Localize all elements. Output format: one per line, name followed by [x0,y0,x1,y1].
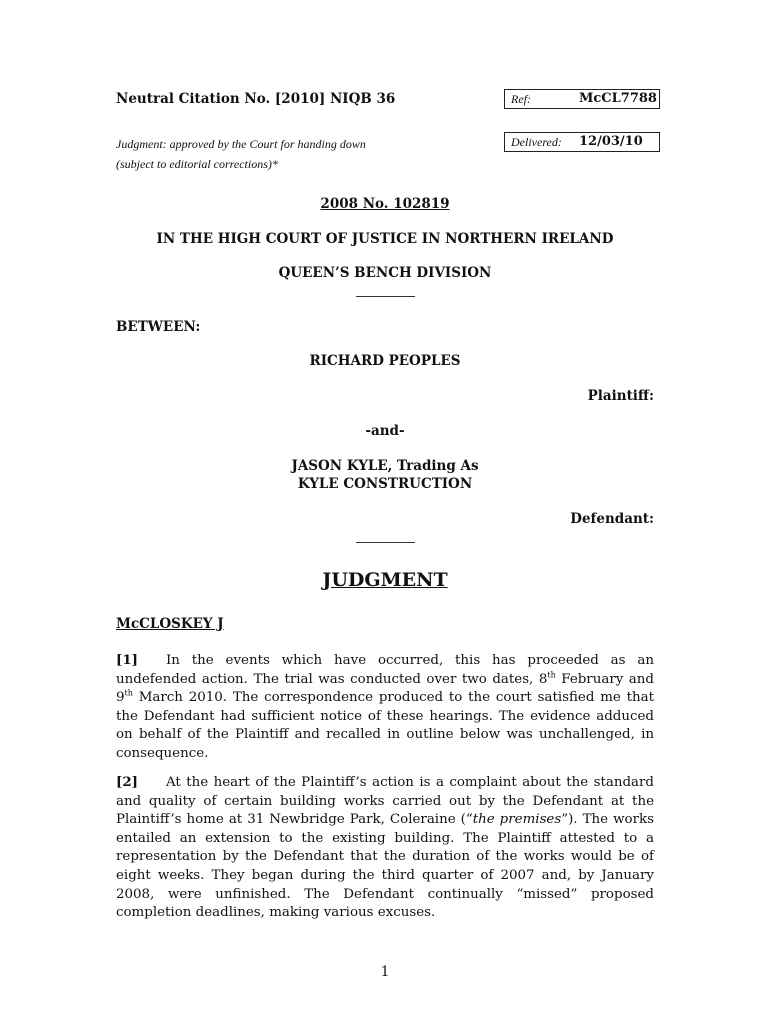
defendant-role: Defendant: [570,511,654,527]
page-number: 1 [380,964,390,980]
ordinal-suffix: th [547,670,556,680]
plaintiff-role: Plaintiff: [587,388,654,404]
plaintiff-name: RICHARD PEOPLES [309,353,461,369]
ordinal-suffix: th [124,688,133,698]
paragraph-text: In the events which have occurred, this has proceeded as an undefended action. The trial was conducted over two dates, 8 [116,653,654,687]
case-number: 2008 No. 102819 [320,196,450,212]
approval-note-line2: (subject to editorial corrections)* [116,157,278,171]
paragraph-number: [1] [116,652,138,668]
ref-value: McCL7788 [579,91,657,106]
paragraph-text: February and 9 [116,671,654,706]
approval-note-line1: Judgment: approved by the Court for handing down [116,137,366,151]
ref-box [504,89,660,109]
ref-label: Ref: [511,92,531,106]
court-name: IN THE HIGH COURT OF JUSTICE IN NORTHERN IRELAND [156,231,614,247]
paragraph-1 [116,651,654,764]
paragraph-text: March 2010. The correspondence produced to the court satisfied me that the Defendant had sufficient notice of these hearings. The evidence adduced on behalf of the Plaintiff and recalled in outline below was unchallenged, in consequence. [116,690,654,761]
division-name: QUEEN’S BENCH DIVISION [278,265,492,281]
separator-line [356,296,415,297]
judgment-title: JUDGMENT [322,569,448,591]
delivered-value: 12/03/10 [579,134,643,149]
delivered-box [504,132,660,152]
separator-line [356,542,415,543]
defendant-name-line2: KYLE CONSTRUCTION [297,476,473,492]
paragraph-2 [116,773,654,923]
neutral-citation: Neutral Citation No. [2010] NIQB 36 [116,91,396,107]
and-separator: -and- [365,423,405,439]
paragraph-text: At the heart of the Plaintiff’s action is a complaint about the standard and quality of certain building works carried out by the Defendant at the Plaintiff’s home at 31 Newbridge Park, Coleraine (“ [116,775,654,828]
between-label: BETWEEN: [116,319,201,335]
paragraph-number: [2] [116,774,138,790]
judge-name: McCLOSKEY J [116,616,224,632]
paragraph-text: ”). The works entailed an extension to the existing building. The Plaintiff attested to a representation by the Defendant that the duration of the works would be of eight weeks. They began during the third quarter of 2007 and, by January 2008, were unfinished. The Defendant continually “missed” proposed completion deadlines, making various excuses. [116,812,654,921]
defined-term: the premises [472,812,562,828]
defendant-name-line1: JASON KYLE, Trading As [291,458,479,474]
delivered-label: Delivered: [511,135,562,149]
